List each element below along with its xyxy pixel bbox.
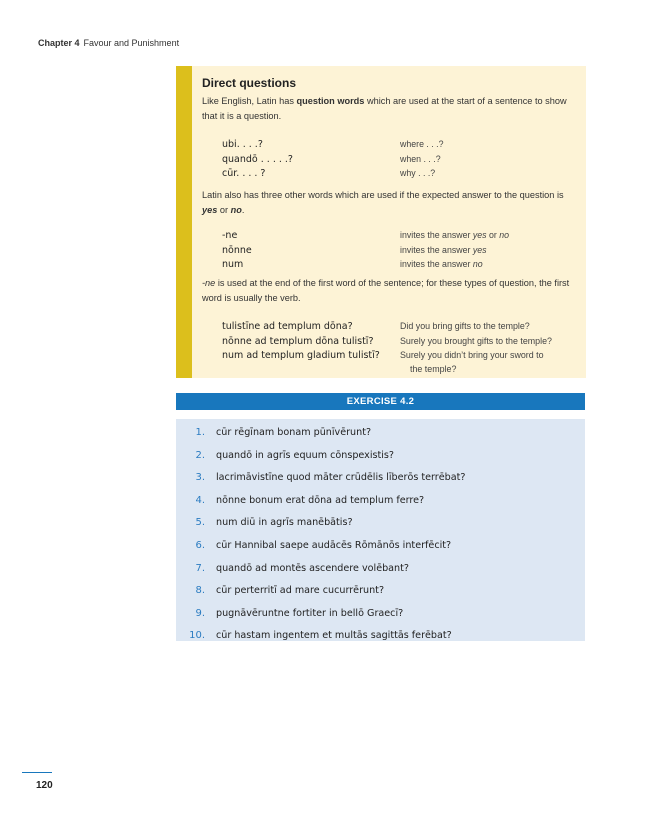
exercise-item (176, 540, 585, 563)
item-text: cūr perterritī ad mare cucurrērunt? (216, 585, 385, 597)
particle-meaning: invites the answer no (400, 259, 483, 269)
exercise-item (176, 450, 585, 473)
exercise-list (176, 427, 585, 653)
latin-example: num ad templum gladium tulistī? (222, 350, 380, 361)
latin-word: cūr. . . . ? (222, 168, 266, 179)
item-text: lacrimāvistīne quod māter crūdēlis līberōs terrēbat? (216, 472, 466, 484)
chapter-number: Chapter 4 (38, 38, 80, 48)
particle-meaning: invites the answer yes or no (400, 230, 510, 240)
box-accent-bar (176, 66, 192, 378)
example-row (222, 321, 576, 336)
particles-list (222, 230, 576, 274)
exercise-item (176, 585, 585, 608)
question-words-list (222, 139, 576, 183)
exercise-item (176, 608, 585, 631)
english-translation: Surely you brought gifts to the temple? (400, 335, 552, 346)
exercise-item (176, 517, 585, 540)
yes-no-paragraph (202, 188, 576, 218)
item-text: nōnne bonum erat dōna ad templum ferre? (216, 494, 425, 506)
box-title: Direct questions (202, 76, 297, 90)
item-text: cūr Hannibal saepe audācēs Rōmānōs interfēcit? (216, 539, 452, 551)
item-number: 3. (195, 472, 205, 484)
yes-emphasis: yes (202, 205, 218, 215)
particle-row (222, 245, 576, 260)
item-text: quandō in agrīs equum cōnspexistis? (216, 449, 395, 461)
exercise-item (176, 472, 585, 495)
english-translation: Surely you didn’t bring your sword to (400, 350, 544, 360)
footer-rule (22, 772, 52, 773)
ne-usage-paragraph (202, 276, 576, 306)
item-number: 8. (195, 585, 205, 597)
or-text: or (217, 205, 231, 215)
particle-row (222, 259, 576, 274)
examples-list (222, 321, 576, 374)
item-number: 2. (195, 449, 205, 461)
particle-row (222, 230, 576, 245)
direct-questions-box (176, 66, 586, 378)
item-text: cūr hastam ingentem et multās sagittās ferēbat? (216, 630, 452, 642)
item-number: 7. (195, 562, 205, 574)
question-word-row (222, 168, 576, 183)
item-text: quandō ad montēs ascendere volēbant? (216, 562, 409, 574)
intro-text-a: Like English, Latin has (202, 96, 297, 106)
latin-particle: nōnne (222, 244, 252, 256)
item-number: 6. (195, 539, 205, 551)
question-word-row (222, 154, 576, 169)
ne-usage-text: is used at the end of the first word of the sentence; for these types of question, the first word is usually the verb. (202, 278, 570, 303)
item-text: num diū in agrīs manēbātis? (216, 517, 353, 529)
no-emphasis: no (230, 205, 242, 215)
english-meaning: where . . .? (400, 139, 444, 149)
ne-emphasis: -ne (202, 278, 216, 288)
item-number: 4. (195, 494, 205, 506)
intro-emphasis: question words (296, 96, 365, 106)
english-translation: Did you bring gifts to the temple? (400, 321, 530, 331)
chapter-title: Favour and Punishment (83, 38, 180, 48)
period: . (241, 205, 245, 215)
exercise-item (176, 630, 585, 653)
latin-word: ubi. . . .? (222, 139, 263, 150)
latin-word: quandō . . . . .? (222, 153, 293, 165)
item-text: cūr rēgīnam bonam pūnīvērunt? (216, 427, 372, 438)
latin-particle: -ne (222, 230, 238, 241)
page-number: 120 (36, 780, 53, 791)
item-number: 1. (195, 427, 205, 438)
exercise-title: EXERCISE 4.2 (176, 393, 585, 410)
item-text: pugnāvēruntne fortiter in bellō Graecī? (216, 607, 404, 619)
exercise-panel (176, 419, 585, 641)
latin-example: tulistīne ad templum dōna? (222, 321, 353, 332)
exercise-item (176, 563, 585, 586)
running-header (38, 38, 179, 48)
latin-example: nōnne ad templum dōna tulistī? (222, 335, 374, 347)
item-number: 10. (189, 630, 205, 642)
example-row (222, 336, 576, 351)
item-number: 9. (195, 607, 205, 619)
item-number: 5. (195, 517, 205, 529)
particle-meaning: invites the answer yes (400, 244, 487, 255)
exercise-item (176, 427, 585, 450)
yes-no-text: Latin also has three other words which are used if the expected answer to the question is (202, 190, 564, 200)
english-meaning: why . . .? (400, 168, 436, 178)
english-translation-continued: the temple? (410, 364, 457, 374)
exercise-item (176, 495, 585, 518)
english-meaning: when . . .? (400, 153, 441, 164)
question-word-row (222, 139, 576, 154)
latin-particle: num (222, 259, 244, 270)
example-row (222, 350, 576, 374)
intro-text-b: which are used at the start of a sentence to show that it is a question. (202, 96, 567, 121)
intro-paragraph (202, 94, 576, 124)
